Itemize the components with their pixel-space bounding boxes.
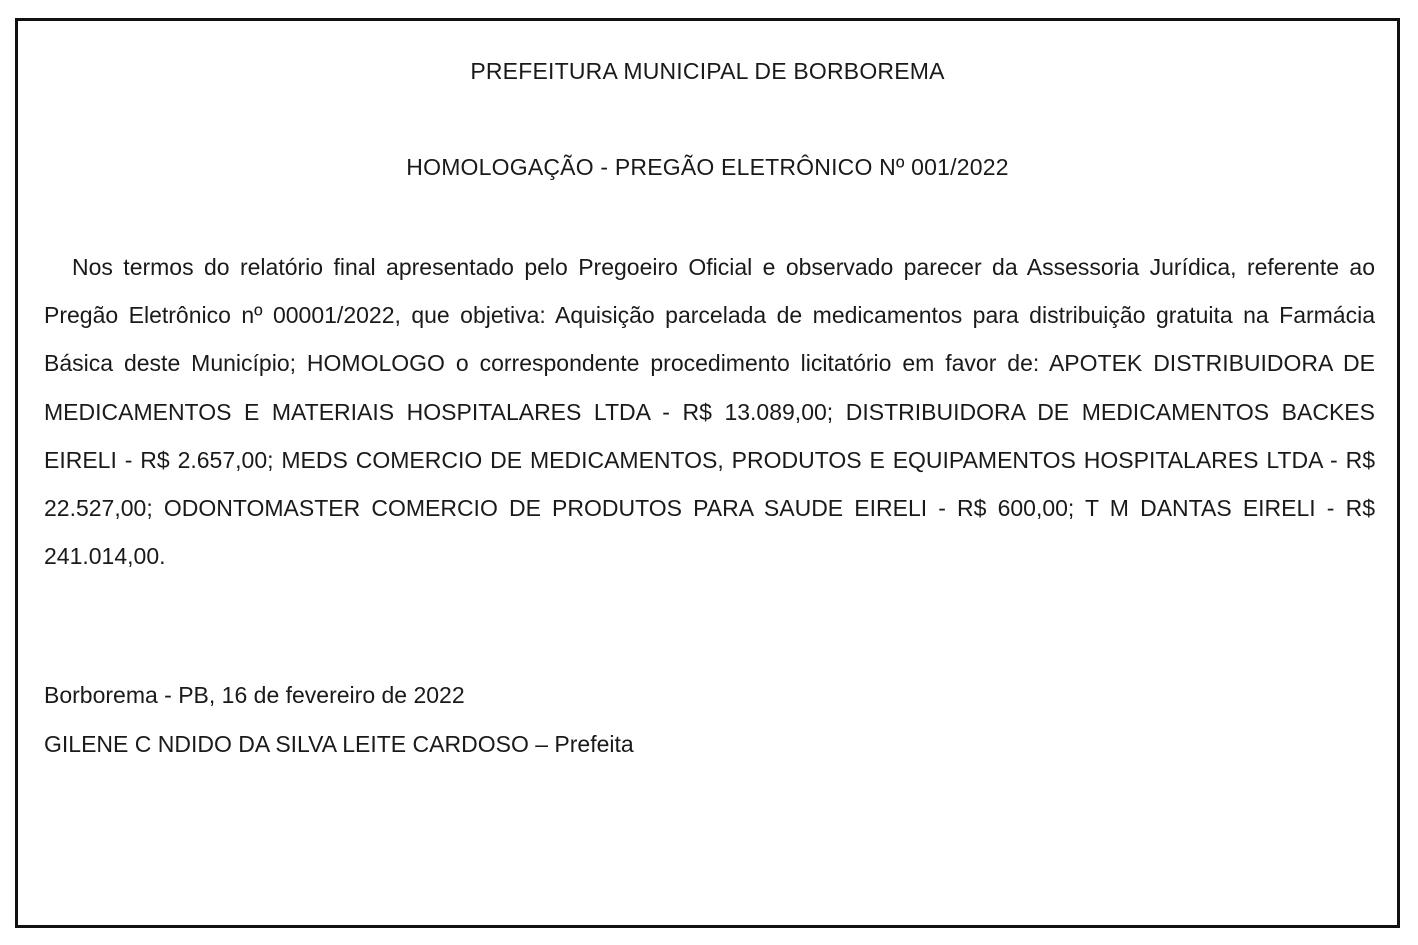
place-date: Borborema - PB, 16 de fevereiro de 2022 bbox=[44, 682, 465, 708]
document-frame bbox=[15, 18, 1400, 928]
municipality-header: PREFEITURA MUNICIPAL DE BORBOREMA bbox=[470, 58, 945, 84]
signatory: GILENE C NDIDO DA SILVA LEITE CARDOSO – Prefeita bbox=[44, 731, 634, 757]
document-title: HOMOLOGAÇÃO - PREGÃO ELETRÔNICO Nº 001/2022 bbox=[406, 154, 1009, 180]
homologation-body: Nos termos do relatório final apresentado pelo Pregoeiro Oficial e observado parecer da Assessoria Jurídica, referente ao Pregão Eletrônico nº 00001/2022, que objetiva: Aquisição parcelada de medicamentos para distribuição gratuita na Farmácia Básica deste Município; HOMOLOGO o correspondente procedimento licitatório em favor de: APOTEK DISTRIBUIDORA DE MEDICAMENTOS E MATERIAIS HOSPITALARES LTDA - R$ 13.089,00; DISTRIBUIDORA DE MEDICAMENTOS BACKES EIRELI - R$ 2.657,00; MEDS COMERCIO DE MEDICAMENTOS, PRODUTOS E EQUIPAMENTOS HOSPITALARES LTDA - R$ 22.527,00; ODONTOMASTER COMERCIO DE PRODUTOS PARA SAUDE EIRELI - R$ 600,00; T M DANTAS EIRELI - R$ 241.014,00. bbox=[44, 254, 1375, 570]
